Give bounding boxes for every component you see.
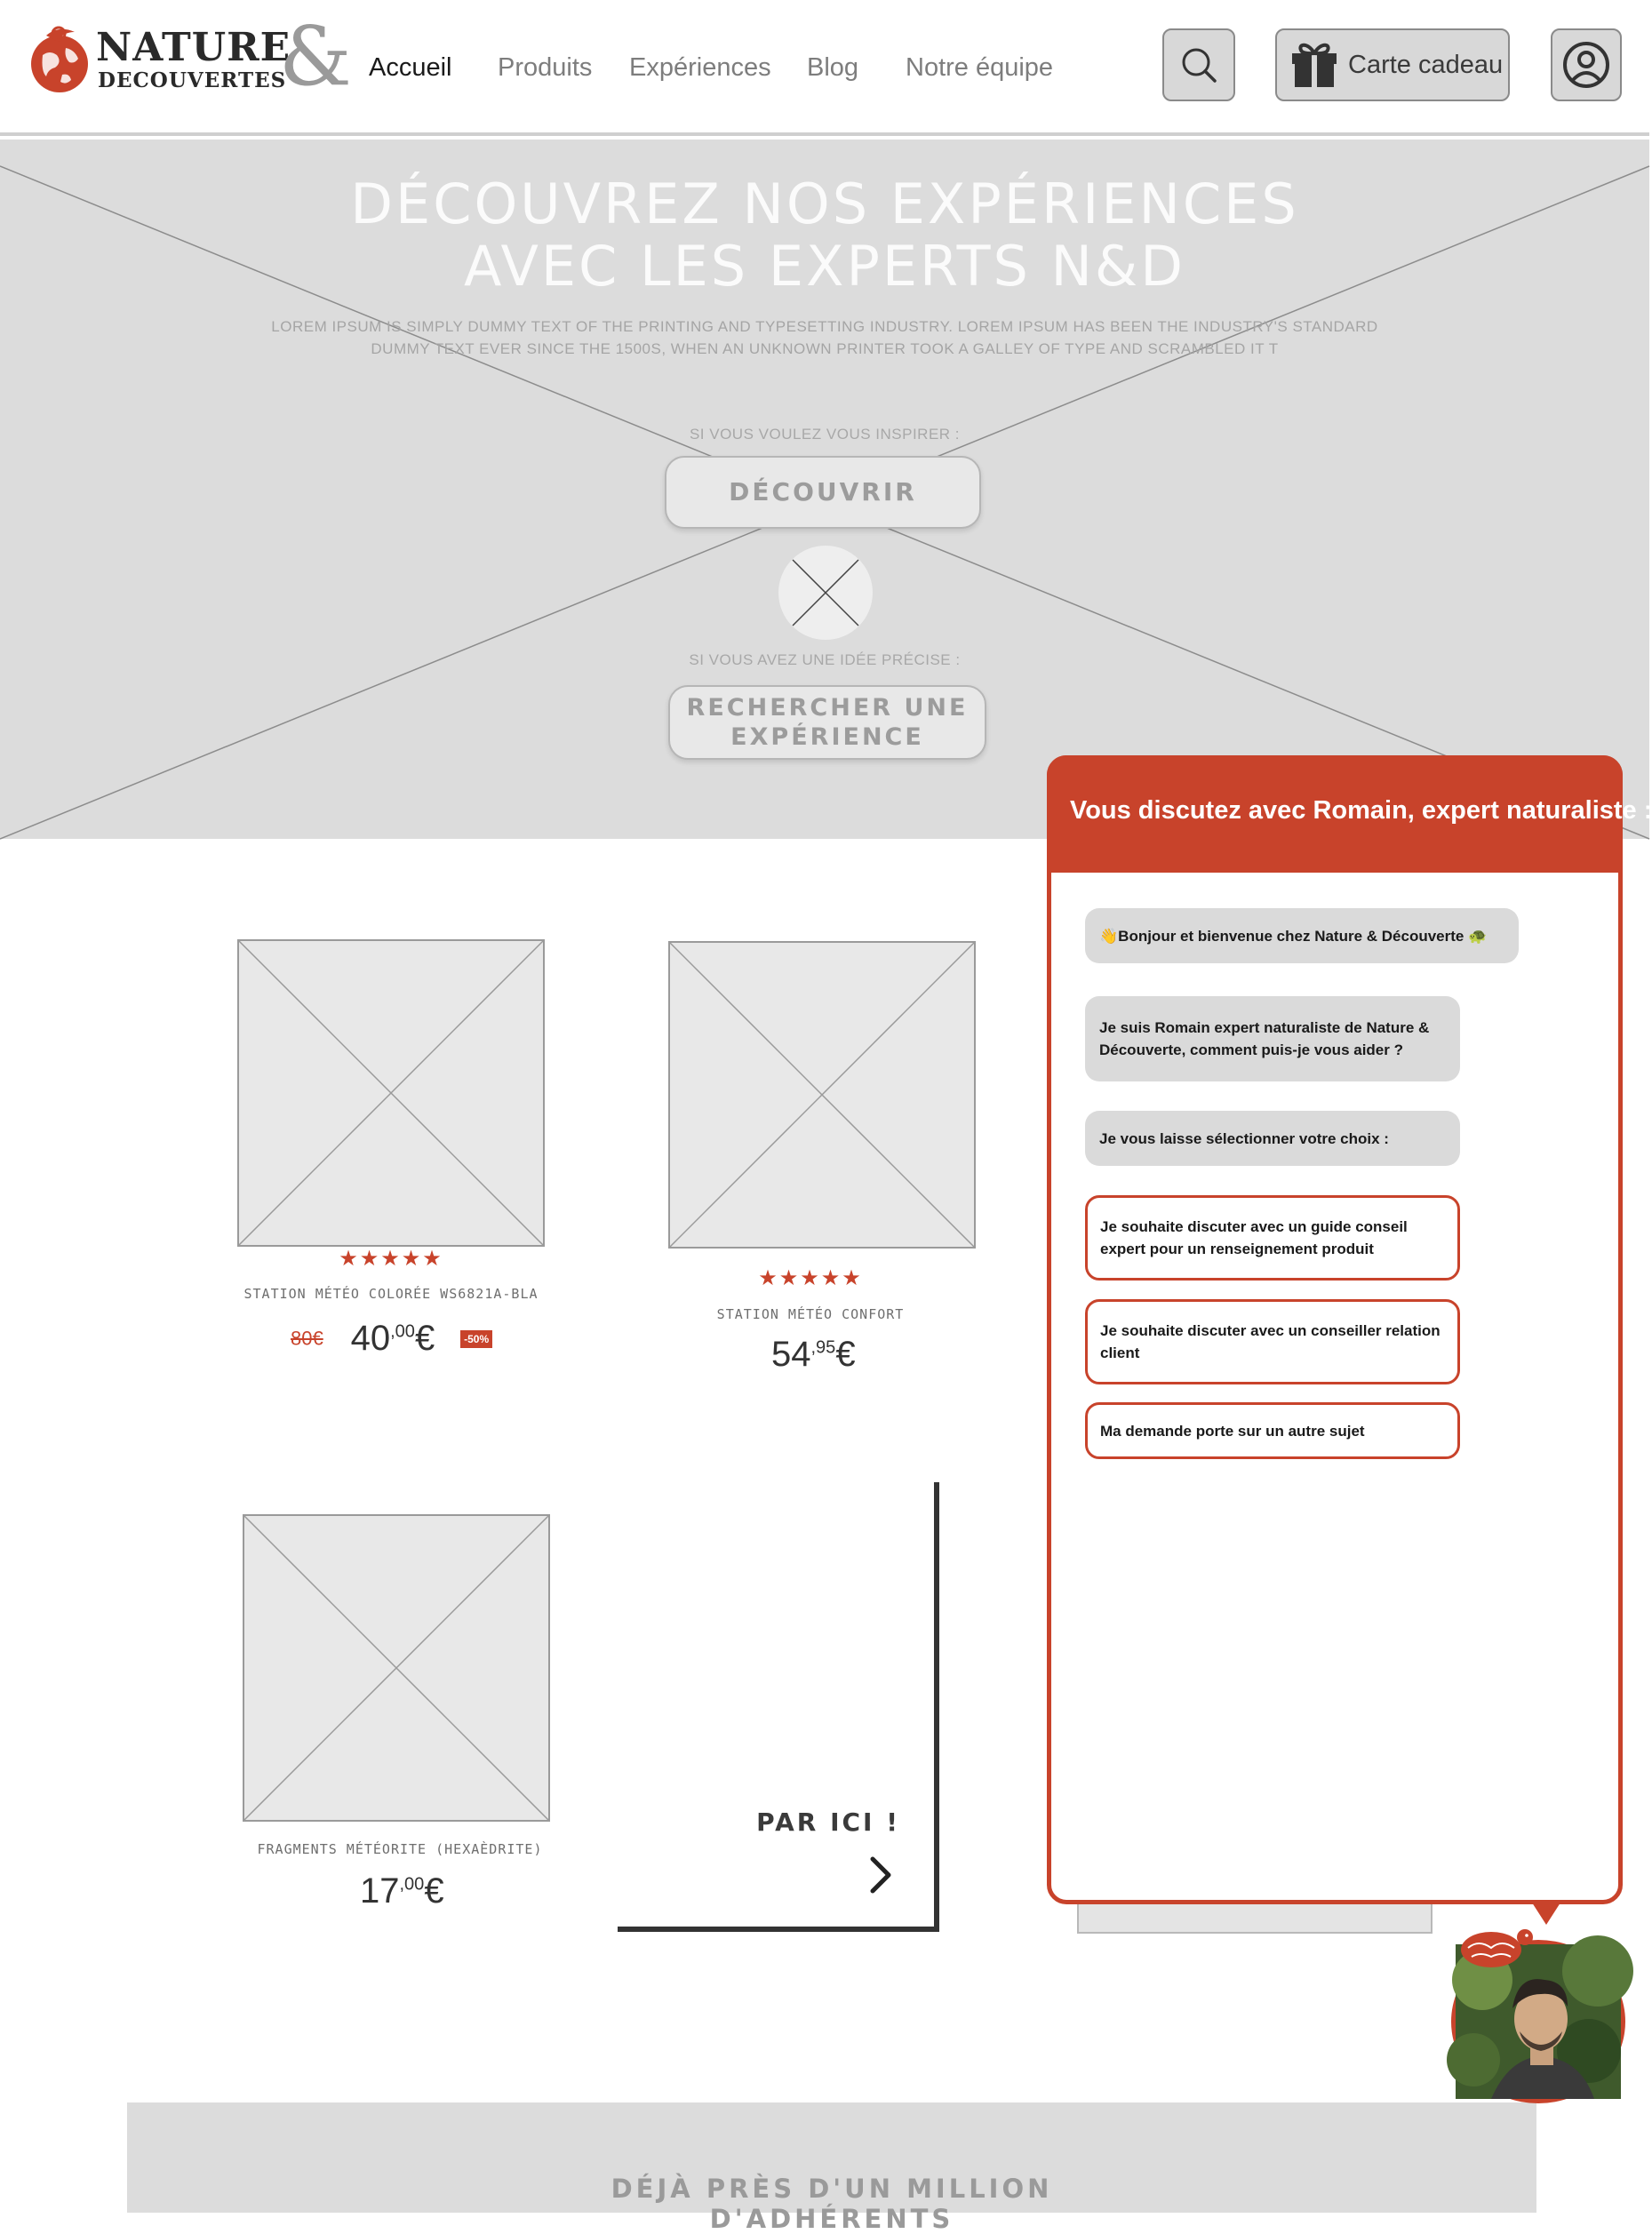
chat-choice-expert-guide[interactable]: Je souhaite discuter avec un guide conseil expert pour un renseignement produit bbox=[1085, 1195, 1460, 1281]
image-placeholder-icon bbox=[239, 941, 543, 1245]
product-image[interactable] bbox=[243, 1514, 550, 1822]
turtle-badge-icon bbox=[1452, 1918, 1536, 1973]
inspire-label: SI VOUS VOULEZ VOUS INSPIRER : bbox=[689, 426, 961, 443]
see-more-link[interactable] bbox=[618, 1482, 939, 1932]
members-title-line1: DÉJÀ PRÈS D'UN MILLION bbox=[611, 2174, 1053, 2204]
gift-card-button[interactable] bbox=[1275, 28, 1510, 101]
rating-stars: ★★★★★ bbox=[339, 1247, 443, 1271]
gift-icon bbox=[1289, 39, 1339, 91]
site-header bbox=[0, 0, 1649, 136]
image-placeholder-icon bbox=[670, 943, 974, 1247]
chevron-right-icon bbox=[867, 1855, 894, 1895]
divider-placeholder bbox=[778, 546, 873, 640]
product-name[interactable]: FRAGMENTS MÉTÉORITE (HEXAÈDRITE) bbox=[257, 1841, 543, 1857]
chat-header bbox=[1047, 755, 1652, 873]
account-button[interactable] bbox=[1551, 28, 1622, 101]
globe-logo-icon bbox=[27, 25, 92, 96]
product-image[interactable] bbox=[237, 939, 545, 1247]
product-price bbox=[291, 1319, 492, 1359]
idea-label: SI VOUS AVEZ UNE IDÉE PRÉCISE : bbox=[689, 651, 961, 668]
nav-experiences[interactable]: Expériences bbox=[629, 53, 771, 82]
price-integer: 17 bbox=[360, 1871, 400, 1911]
hero-title-line1: DÉCOUVREZ NOS EXPÉRIENCES bbox=[350, 172, 1299, 236]
price-integer: 54 bbox=[771, 1335, 811, 1374]
chat-choice-customer-advisor[interactable]: Je souhaite discuter avec un conseiller relation client bbox=[1085, 1299, 1460, 1384]
search-experience-line1: RECHERCHER UNE bbox=[686, 694, 969, 722]
user-icon bbox=[1552, 30, 1620, 100]
price-decimals: ,00 bbox=[390, 1321, 415, 1342]
old-price: 80€ bbox=[291, 1327, 323, 1350]
members-title-line2: D'ADHÉRENTS bbox=[709, 2204, 954, 2234]
chat-choice-other-subject[interactable]: Ma demande porte sur un autre sujet bbox=[1085, 1402, 1460, 1459]
nav-produits[interactable]: Produits bbox=[498, 53, 593, 82]
logo-nature-text: NATURE bbox=[96, 25, 291, 70]
chat-message: Je vous laisse sélectionner votre choix : bbox=[1085, 1111, 1460, 1166]
product-price bbox=[360, 1871, 444, 1911]
members-banner bbox=[127, 2102, 1536, 2234]
close-icon bbox=[778, 546, 873, 640]
members-title bbox=[127, 2174, 1536, 2234]
chat-message: 👋Bonjour et bienvenue chez Nature & Découverte 🐢 bbox=[1085, 908, 1519, 963]
gift-card-label: Carte cadeau bbox=[1348, 51, 1504, 79]
hero-title-line2: AVEC LES EXPERTS N&D bbox=[464, 234, 1185, 299]
price-decimals: ,00 bbox=[399, 1874, 425, 1895]
search-experience-button[interactable] bbox=[668, 685, 986, 760]
hero-banner bbox=[0, 140, 1649, 839]
logo-ampersand: & bbox=[279, 9, 352, 104]
search-icon bbox=[1164, 30, 1233, 100]
see-more-label: PAR ICI ! bbox=[756, 1807, 900, 1837]
product-name[interactable]: STATION MÉTÉO COLORÉE WS6821A-BLA bbox=[243, 1286, 539, 1302]
hero-description: LOREM IPSUM IS SIMPLY DUMMY TEXT OF THE PRINTING AND TYPESETTING INDUSTRY. LOREM IPSUM HAS BEEN THE INDUSTRY'S STANDARD DUMMY TEXT EVER SINCE THE 1500S, WHEN AN UNKNOWN PRINTER TOOK A GALLEY OF TYPE AND SCRAMBLED IT T bbox=[271, 318, 1378, 357]
chat-title: Vous discutez avec Romain, expert naturaliste : bbox=[1070, 796, 1652, 825]
price-currency: € bbox=[835, 1335, 856, 1374]
nav-blog[interactable]: Blog bbox=[807, 53, 859, 82]
product-image[interactable] bbox=[668, 941, 976, 1249]
logo[interactable] bbox=[27, 9, 352, 104]
rating-stars: ★★★★★ bbox=[758, 1266, 863, 1290]
logo-decouvertes-text: DECOUVERTES bbox=[98, 68, 287, 92]
search-button[interactable] bbox=[1162, 28, 1235, 101]
search-experience-line2: EXPÉRIENCE bbox=[730, 723, 924, 751]
product-price bbox=[771, 1335, 856, 1375]
chat-message: Je suis Romain expert naturaliste de Nature & Découverte, comment puis-je vous aider ? bbox=[1085, 996, 1460, 1081]
nav-accueil[interactable]: Accueil bbox=[369, 53, 452, 82]
product-name[interactable]: STATION MÉTÉO CONFORT bbox=[716, 1306, 905, 1322]
chat-window bbox=[1047, 755, 1652, 1904]
price-currency: € bbox=[414, 1319, 435, 1358]
price-currency: € bbox=[424, 1871, 444, 1911]
nav-notre-equipe[interactable]: Notre équipe bbox=[906, 53, 1054, 82]
discover-button[interactable]: DÉCOUVRIR bbox=[665, 456, 981, 529]
price-decimals: ,95 bbox=[810, 1337, 836, 1358]
price-integer: 40 bbox=[350, 1319, 391, 1358]
discount-badge: -50% bbox=[460, 1330, 492, 1348]
image-placeholder-icon bbox=[244, 1516, 548, 1820]
